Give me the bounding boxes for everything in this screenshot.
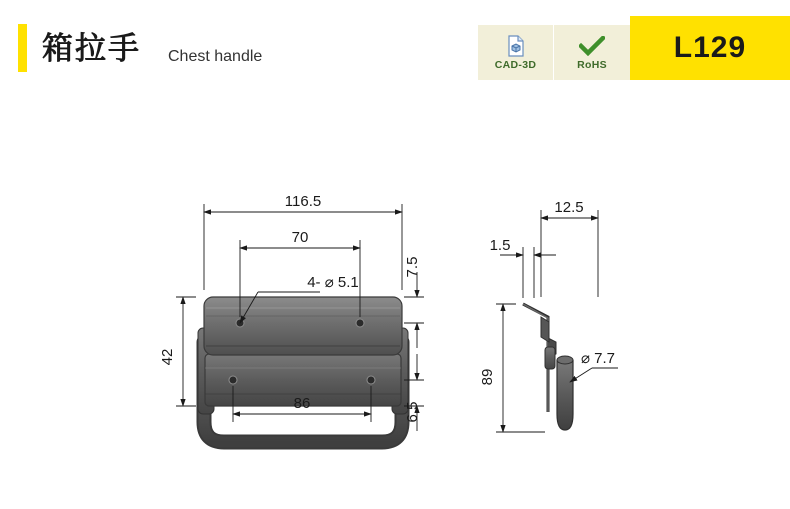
product-code: L129 <box>673 31 747 64</box>
page-header <box>0 0 790 92</box>
badge-rohs[interactable] <box>554 25 630 80</box>
dim-top-offset: 7.5 <box>404 256 421 278</box>
front-view-geometry <box>198 297 408 442</box>
badge-group <box>478 25 630 80</box>
side-view-geometry <box>523 304 573 430</box>
badge-cad-3d[interactable] <box>478 25 554 80</box>
header-accent-bar <box>18 24 27 72</box>
page-title-cn: 箱拉手 <box>42 31 141 66</box>
check-mark-icon <box>579 35 605 57</box>
badge-cad-3d-label: CAD-3D <box>494 58 537 71</box>
product-code-box <box>630 16 790 80</box>
dim-depth: 12.5 <box>554 199 584 216</box>
dim-bottom-offset: 6.5 <box>404 401 421 423</box>
document-3d-icon <box>506 35 526 57</box>
dim-hole-callout: 4- ⌀ 5.1 <box>307 274 359 291</box>
technical-drawing <box>0 92 790 509</box>
dim-overall-width: 116.5 <box>284 193 322 210</box>
dim-bar-diameter: ⌀ 7.7 <box>580 350 616 367</box>
badge-rohs-label: RoHS <box>577 58 607 71</box>
page-title-en: Chest handle <box>168 48 263 65</box>
dim-hole-span-bottom: 86 <box>293 395 311 412</box>
dim-plate-thickness: 1.5 <box>489 237 511 254</box>
dim-hole-span-top: 70 <box>291 229 309 246</box>
dim-side-height: 89 <box>479 368 496 386</box>
dim-overall-height: 42 <box>159 348 176 366</box>
